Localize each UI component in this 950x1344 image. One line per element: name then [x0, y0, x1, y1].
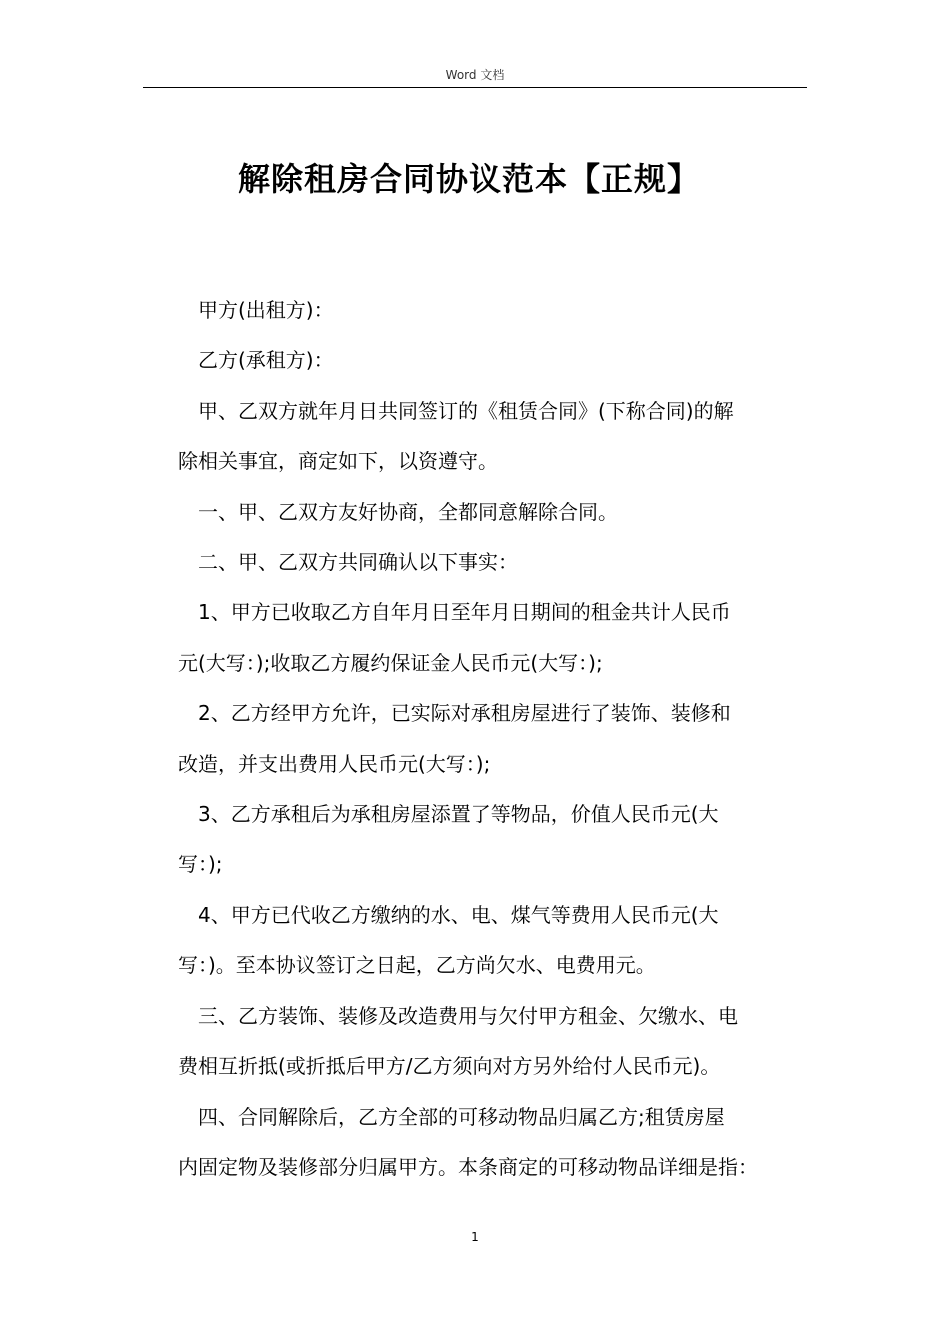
paragraph-line: 1、甲方已收取乙方自年月日至年月日期间的租金共计人民币	[198, 600, 731, 625]
paragraph-item-4	[178, 890, 808, 991]
header-divider	[143, 87, 807, 88]
paragraph-line: 一、甲、乙双方友好协商，全都同意解除合同。	[198, 499, 618, 524]
paragraph-item-3	[178, 789, 808, 890]
document-body	[178, 285, 808, 1192]
page-number: 1	[471, 1230, 479, 1244]
paragraph-line: 甲方(出租方)：	[198, 298, 334, 322]
paragraph-line: 4、甲方已代收乙方缴纳的水、电、煤气等费用人民币元(大	[198, 902, 719, 927]
paragraph-line: 改造，并支出费用人民币元(大写：);	[178, 751, 491, 776]
paragraph-line: 二、甲、乙双方共同确认以下事实：	[198, 550, 518, 575]
paragraph-line: 三、乙方装饰、装修及改造费用与欠付甲方租金、欠缴水、电	[198, 1003, 738, 1028]
paragraph-line: 元(大写：);收取乙方履约保证金人民币元(大写：);	[178, 650, 603, 675]
paragraph-clause-1	[178, 487, 808, 537]
paragraph-item-2	[178, 688, 808, 789]
paragraph-clause-3	[178, 991, 808, 1092]
paragraph-line: 四、合同解除后，乙方全部的可移动物品归属乙方;租赁房屋	[198, 1104, 725, 1129]
paragraph-line: 3、乙方承租后为承租房屋添置了等物品，价值人民币元(大	[198, 802, 719, 827]
page-header: Word 文档	[445, 68, 505, 82]
paragraph-line: 乙方(承租方)：	[198, 348, 334, 373]
paragraph-line: 费相互折抵(或折抵后甲方/乙方须向对方另外给付人民币元)。	[178, 1054, 721, 1079]
paragraph-line: 写：)。至本协议签订之日起，乙方尚欠水、电费用元。	[178, 953, 656, 978]
paragraph-intro	[178, 386, 808, 487]
document-title: 解除租房合同协议范本【正规】	[237, 160, 700, 198]
paragraph-clause-2	[178, 537, 808, 587]
paragraph-line: 2、乙方经甲方允许，已实际对承租房屋进行了装饰、装修和	[198, 701, 731, 726]
paragraph-party-b	[178, 335, 808, 385]
paragraph-item-1	[178, 587, 808, 688]
paragraph-party-a	[178, 285, 808, 335]
paragraph-line: 内固定物及装修部分归属甲方。本条商定的可移动物品详细是指：	[178, 1154, 758, 1179]
paragraph-line: 除相关事宜，商定如下，以资遵守。	[178, 449, 498, 474]
paragraph-line: 甲、乙双方就年月日共同签订的《租赁合同》(下称合同)的解	[198, 398, 734, 423]
paragraph-line: 写：);	[178, 852, 223, 877]
paragraph-clause-4	[178, 1092, 808, 1193]
